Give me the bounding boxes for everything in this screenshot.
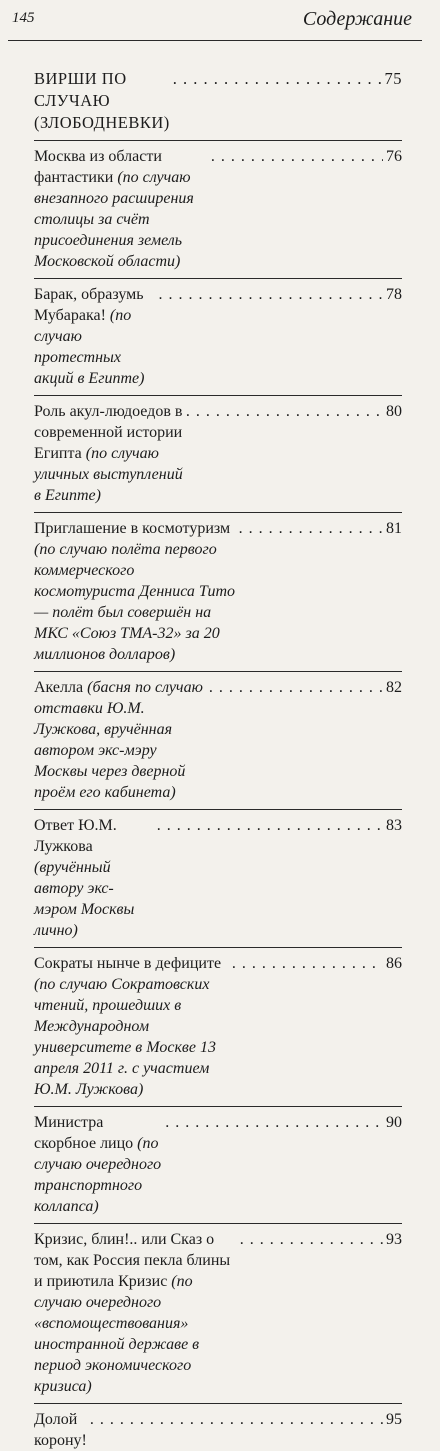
- entry-divider: [34, 1403, 402, 1404]
- entry-page: 90: [386, 1114, 402, 1131]
- entry-divider: [34, 671, 402, 672]
- entry-note: (по случаю уличных выступлений в Египте): [34, 445, 183, 504]
- entry-text: [34, 284, 156, 389]
- entry-page: 95: [386, 1411, 402, 1428]
- entry-text: [34, 815, 154, 941]
- toc-entry[interactable]: [34, 401, 402, 506]
- toc-entry[interactable]: [34, 677, 402, 803]
- entry-title: Долой корону!: [34, 1411, 87, 1449]
- entry-title: Акелла: [34, 679, 84, 696]
- entry-title: Министра скорбное лицо: [34, 1114, 134, 1152]
- toc-entry[interactable]: [34, 518, 402, 665]
- entry-page: 93: [386, 1231, 402, 1248]
- entry-divider: [34, 512, 402, 513]
- entry-page: 86: [386, 955, 402, 972]
- header-rule: [8, 40, 422, 41]
- leader-dots: [157, 815, 383, 836]
- section-heading: [34, 68, 402, 134]
- leader-dots: [186, 401, 383, 422]
- entry-text: [34, 146, 208, 272]
- entry-note: (по случаю внезапного расширения столицы за счёт присоединения земель Московской области): [34, 169, 194, 270]
- entry-divider: [34, 1223, 402, 1224]
- running-head: Содержание: [302, 8, 412, 30]
- entry-page: 81: [386, 520, 402, 537]
- entry-title: Кризис, блин!.. или Сказ о том, как Россия пекла блины и приютила Кризис: [34, 1231, 231, 1290]
- entry-title: Роль акул-людоедов в современной истории Египта: [34, 403, 183, 462]
- entry-text: [34, 518, 236, 665]
- section-page: 75: [384, 69, 402, 88]
- entry-text: [34, 953, 229, 1100]
- entry-divider: [34, 947, 402, 948]
- entry-divider: [34, 1106, 402, 1107]
- toc-entry[interactable]: [34, 1112, 402, 1217]
- leader-dots: [159, 284, 384, 305]
- entry-page: 78: [386, 286, 402, 303]
- entry-note: (по случаю очередного «вспомоществования» иностранной державе в период экономического кризиса): [34, 1273, 200, 1395]
- entry-title: Сократы нынче в дефиците: [34, 955, 222, 972]
- entry-text: [34, 1229, 237, 1397]
- entry-text: [34, 677, 206, 803]
- toc-entries: [34, 140, 402, 1451]
- section-title: ВИРШИ ПО СЛУЧАЮ (ЗЛОБОДНЕВКИ): [34, 69, 170, 132]
- entry-page: 83: [386, 817, 402, 834]
- toc-entry[interactable]: [34, 284, 402, 389]
- entry-page: 82: [386, 679, 402, 696]
- entry-title: Ответ Ю.М. Лужкова: [34, 817, 117, 855]
- toc-entry[interactable]: [34, 1409, 402, 1451]
- entry-page: 80: [386, 403, 402, 420]
- entry-text: [34, 1112, 162, 1217]
- entry-note: (басня по случаю отставки Ю.М. Лужкова, вручённая автором экс-мэру Москвы через дверной проём его кабинета): [34, 679, 203, 801]
- leader-dots: [232, 953, 383, 974]
- entry-text: [34, 401, 183, 506]
- toc-entry[interactable]: [34, 146, 402, 272]
- entry-note: (по случаю полёта первого коммерческого космотуриста Денниса Тито — полёт был совершён на МКС «Союз ТМА-32» за 20 миллионов долларов): [34, 541, 235, 663]
- leader-dots: [173, 68, 382, 90]
- entry-note: (по случаю очередного транспортного коллапса): [34, 1135, 162, 1215]
- entry-title: Приглашение в космотуризм: [34, 520, 231, 537]
- toc-entry[interactable]: [34, 1229, 402, 1397]
- leader-dots: [239, 518, 383, 539]
- entry-divider: [34, 278, 402, 279]
- entry-note: (по случаю протестных акций в Египте): [34, 307, 145, 387]
- entry-note: (вручённый автору экс-мэром Москвы лично): [34, 859, 135, 939]
- entry-divider: [34, 395, 402, 396]
- page-number: 145: [12, 10, 35, 26]
- toc-entry[interactable]: [34, 953, 402, 1100]
- entry-page: 76: [386, 148, 402, 165]
- entry-title: Москва из области фантастики: [34, 148, 162, 186]
- table-of-contents: [34, 68, 402, 1451]
- leader-dots: [240, 1229, 383, 1250]
- entry-text: [34, 1409, 87, 1451]
- leader-dots: [90, 1409, 383, 1430]
- leader-dots: [209, 677, 383, 698]
- entry-divider: [34, 809, 402, 810]
- entry-title: Барак, образумь Мубарака!: [34, 286, 144, 324]
- entry-note: (по случаю Сократовских чтений, прошедших в Международном университете в Москве 13 апреля 2011 г. с участием Ю.М. Лужкова): [34, 976, 216, 1098]
- toc-entry[interactable]: [34, 815, 402, 941]
- leader-dots: [211, 146, 383, 167]
- entry-divider: [34, 140, 402, 141]
- leader-dots: [165, 1112, 383, 1133]
